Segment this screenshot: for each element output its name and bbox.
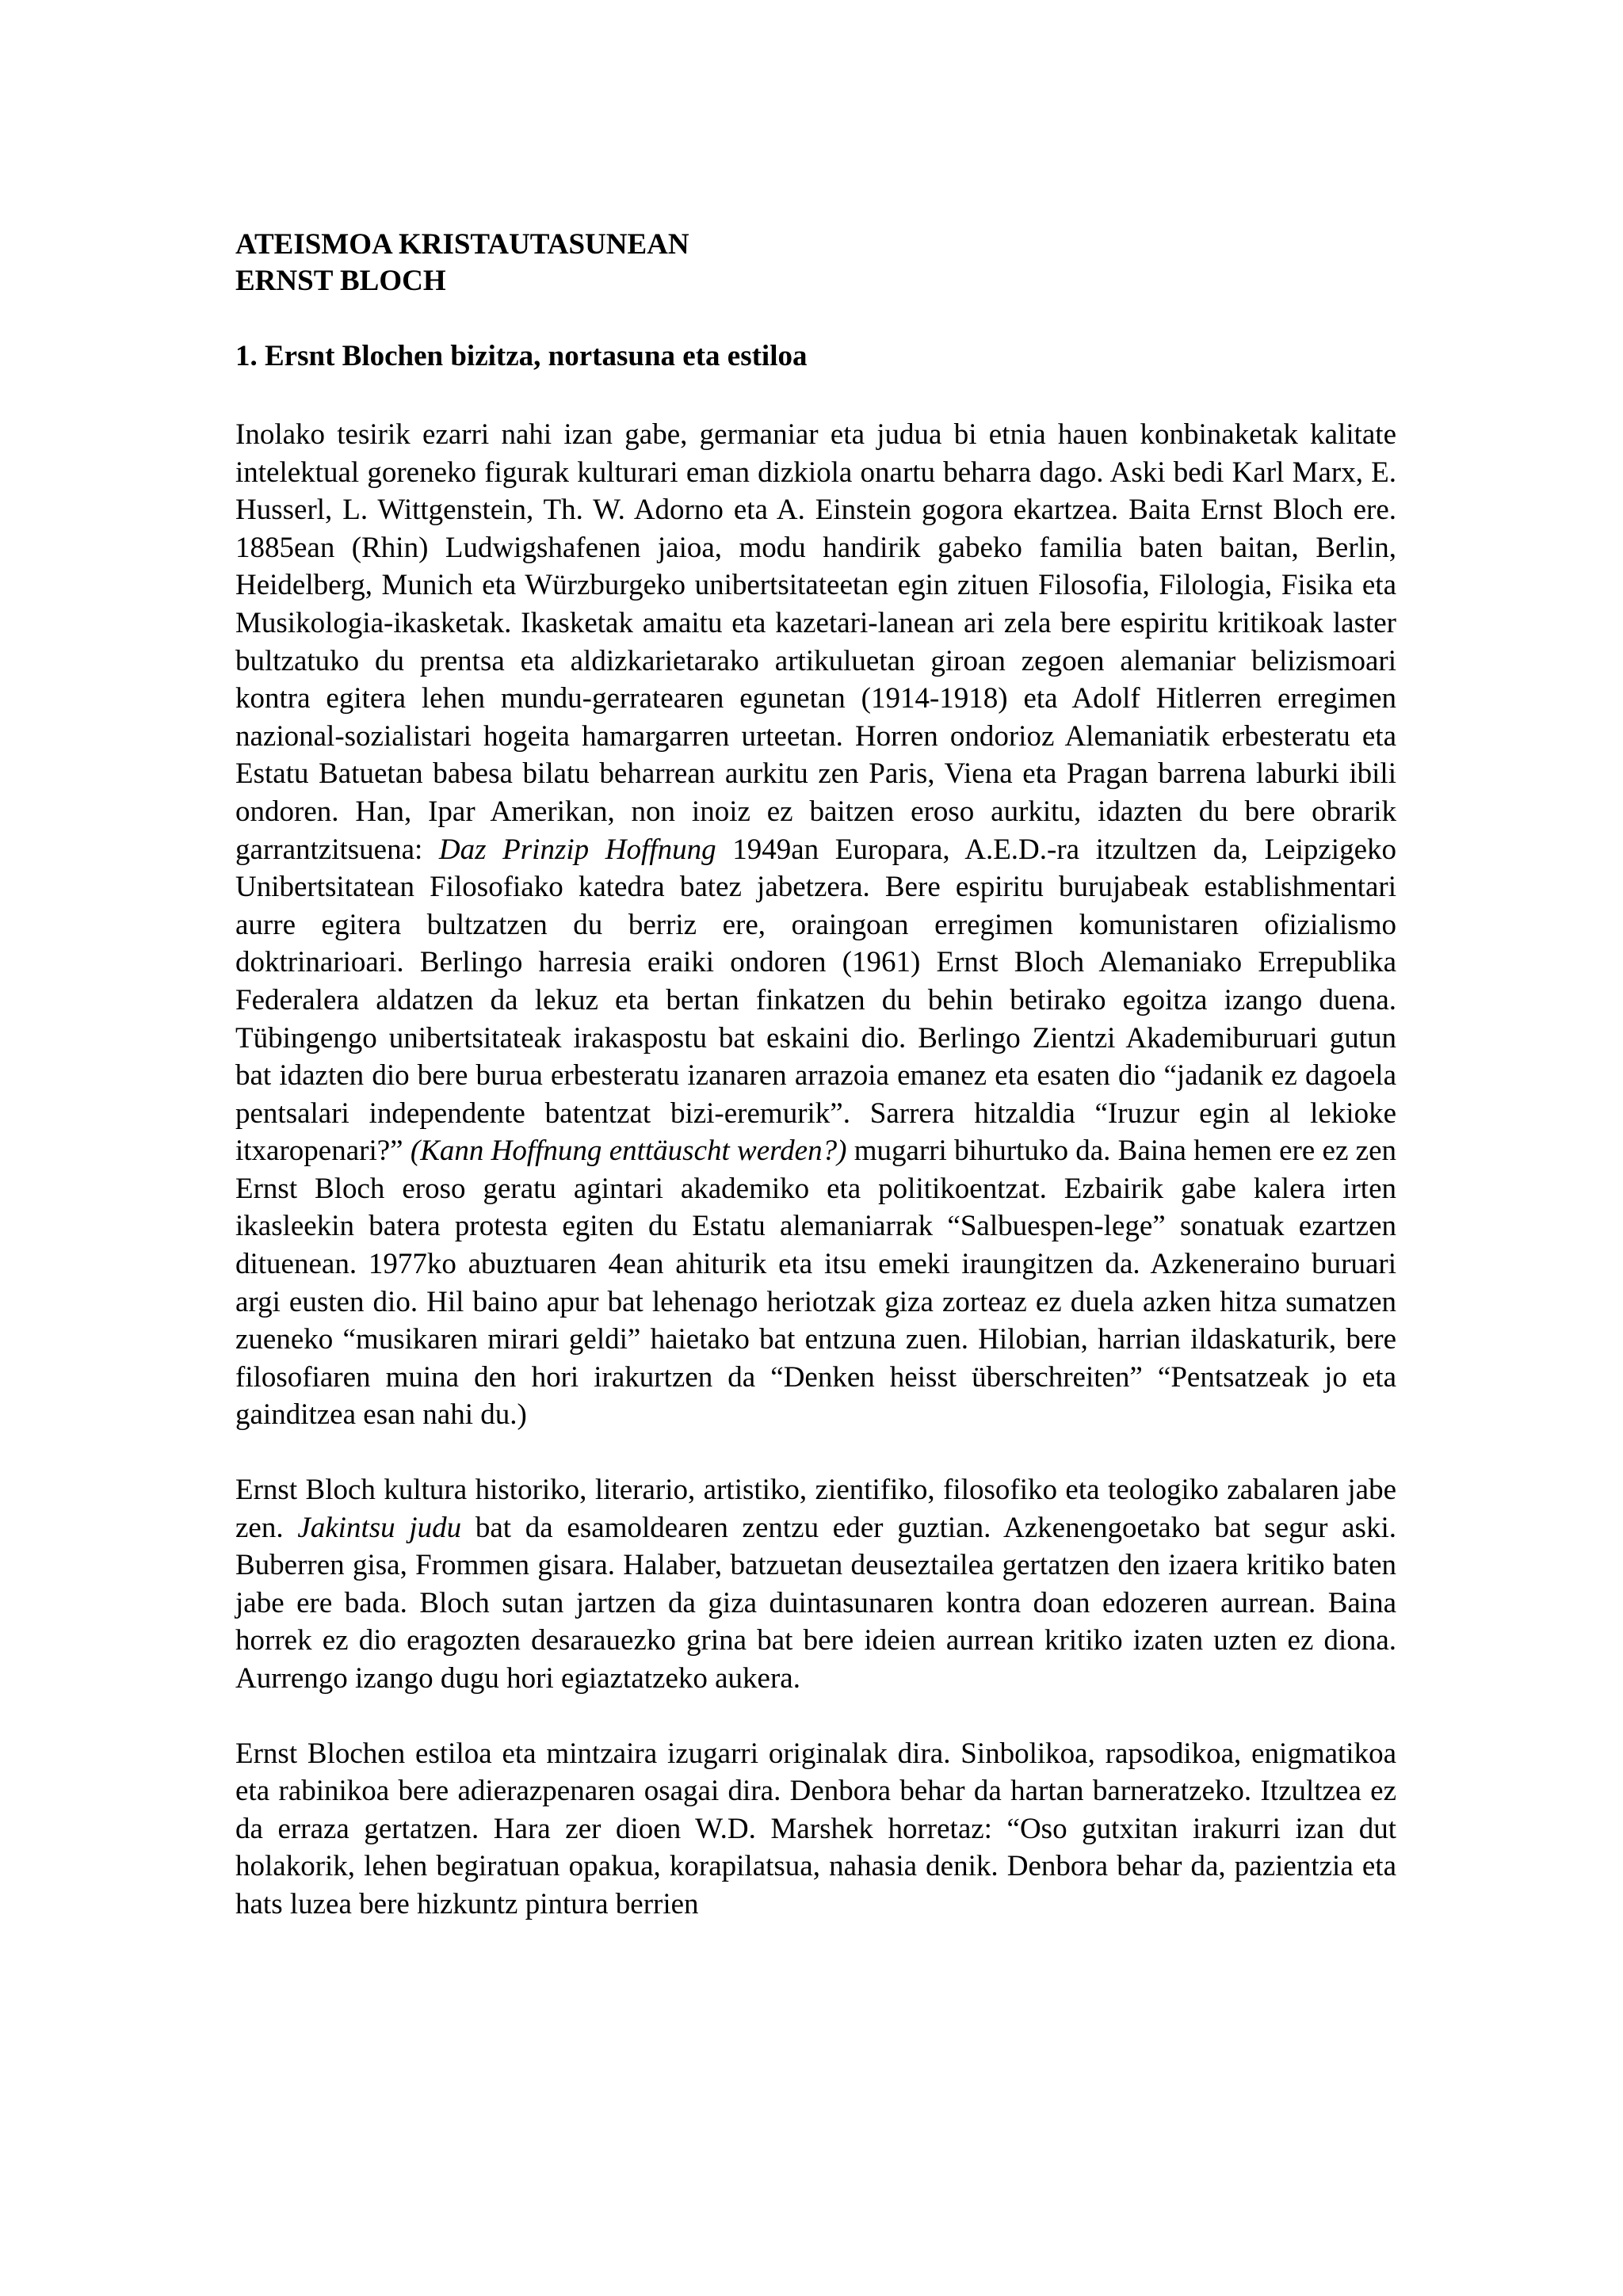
italic-phrase: Jakintsu judu: [297, 1511, 462, 1544]
document-page: [235, 227, 1396, 1924]
text-segment: Ernst Blochen estiloa eta mintzaira izugarri originalak dira. Sinbolikoa, rapsodikoa, enigmatikoa eta rabinikoa bere adierazpenaren osagai dira. Denbora behar da hartan barneratzeko. Itzultzea ez da erraza gertatzen. Hara zer dioen W.D. Marshek horretaz: “Oso gutxitan irakurri izan dut holakorik, lehen begiratuan opakua, korapilatsua, nahasia denik. Denbora behar da, pazientzia eta hats luzea bere hizkuntz pintura berrien: [235, 1737, 1396, 1920]
text-segment: bat da esamoldearen zentzu eder guztian. Azkenengoetako bat segur aski. Buberren gisa, Frommen gisara. Halaber, batzuetan deuseztailea gertatzen den izaera kritiko baten jabe ere bada. Bloch sutan jartzen da giza duintasunaren kontra doan edozeren aurrean. Baina horrek ez dio eragozten desarauezko grina bat bere ideien aurrean kritiko izaten uzten ez diona. Aurrengo izango dugu hori egiaztatzeko aukera.: [235, 1511, 1396, 1695]
paragraph-biography: [235, 416, 1396, 1434]
paragraph-culture: [235, 1471, 1396, 1698]
paragraph-style: [235, 1735, 1396, 1924]
title-line-2: ERNST BLOCH: [235, 265, 446, 297]
italic-lecture-title: (Kann Hoffnung enttäuscht werden?): [410, 1135, 847, 1168]
text-segment: mugarri bihurtuko da. Baina hemen ere ez zen Ernst Bloch eroso geratu agintari akademiko eta politikoentzat. Ezbairik gabe kalera irten ikasleekin batera protesta egiten du Estatu alemaniarrak “Salbuespen-lege” sonatuak ezartzen dituenean. 1977ko abuztuaren 4ean ahiturik eta itsu emeki iraungitzen da. Azkeneraino buruari argi eusten dio. Hil baino apur bat lehenago heriotzak giza zorteaz ez duela azken hitza sumatzen zueneko “musikaren mirari geldi” haietako bat entzuna zuen. Hilobian, harrian ildaskaturik, bere filosofiaren muina den hori irakurtzen da “Denken heisst überschreiten” “Pentsatzeak jo eta gainditzea esan nahi du.): [235, 1135, 1397, 1432]
section-heading: 1. Ersnt Blochen bizitza, nortasuna eta estiloa: [235, 340, 808, 372]
text-segment: Inolako tesirik ezarri nahi izan gabe, germaniar eta judua bi etnia hauen konbinaketak kalitate intelektual goreneko figurak kulturari eman dizkiola onartu beharra dago. Aski bedi Karl Marx, E. Husserl, L. Wittgenstein, Th. W. Adorno eta A. Einstein gogora ekartzea. Baita Ernst Bloch ere. 1885ean (Rhin) Ludwigshafenen jaioa, modu handirik gabeko familia baten baitan, Berlin, Heidelberg, Munich eta Würzburgeko unibertsitateetan egin zituen Filosofia, Filologia, Fisika eta Musikologia-ikasketak. Ikasketak amaitu eta kazetari-lanean ari zela bere espiritu kritikoak laster bultzatuko du prentsa eta aldizkarietarako artikuluetan giroan zegoen alemaniar belizismoari kontra egitera lehen mundu-gerratearen egunetan (1914-1918) eta Adolf Hitlerren erregimen nazional-sozialistari hogeita hamargarren urteetan. Horren ondorioz Alemaniatik erbesteratu eta Estatu Batuetan babesa bilatu beharrean aurkitu zen Paris, Viena eta Pragan barrena laburki ibili ondoren. Han, Ipar Amerikan, non inoiz ez baitzen eroso aurkitu, idazten du bere obrarik garrantzitsuena:: [235, 418, 1396, 866]
title-line-1: ATEISMOA KRISTAUTASUNEAN: [235, 228, 689, 261]
document-title: [235, 227, 1396, 299]
text-segment: Ernst Bloch kultura historiko, literario, artistiko, zientifiko, filosofiko eta teologiko zabalaren jabe zen.: [235, 1474, 1396, 1544]
text-segment: 1949an Europara, A.E.D.-ra itzultzen da, Leipzigeko Unibertsitatean Filosofiako katedra batez jabetzera. Bere espiritu burujabeak establishmentari aurre egitera bultzatzen du berriz ere, oraingoan erregimen komunistaren ofizialismo doktrinarioari. Berlingo harresia eraiki ondoren (1961) Ernst Bloch Alemaniako Errepublika Federalera aldatzen da lekuz eta bertan finkatzen du behin betirako egoitza izango duena. Tübingengo unibertsitateak irakaspostu bat eskaini dio. Berlingo Zientzi Akademiburuari gutun bat idazten dio bere burua erbesteratu izanaren arrazoia emanez eta esaten dio “jadanik ez dagoela pentsalari independente batentzat bizi-eremurik”. Sarrera hitzaldia “Iruzur egin al lekioke itxaropenari?”: [235, 833, 1397, 1168]
italic-book-title: Daz Prinzip Hoffnung: [438, 833, 716, 866]
